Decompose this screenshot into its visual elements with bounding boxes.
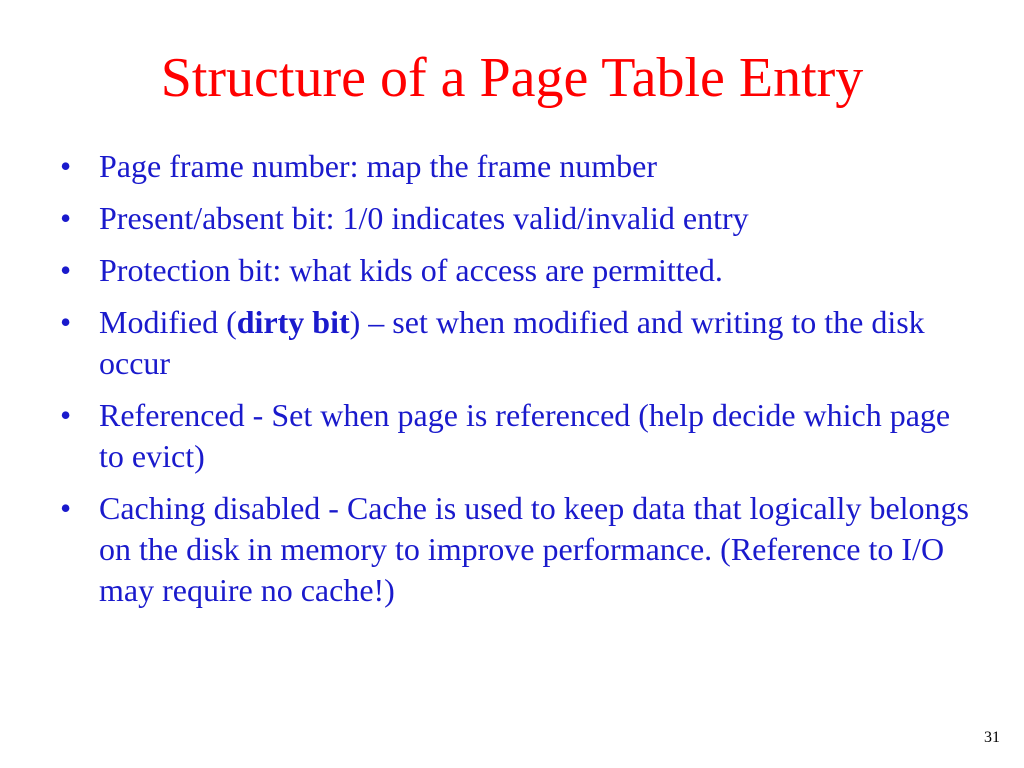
bullet-text bbox=[99, 200, 749, 236]
bullet-item bbox=[60, 198, 980, 239]
bullet-text-segment: Referenced - Set when page is referenced (help decide which page to evict) bbox=[99, 397, 951, 474]
bullet-text-segment: Page frame number: map the frame number bbox=[99, 148, 657, 184]
bullet-item bbox=[60, 146, 980, 187]
bullet-dot: • bbox=[60, 490, 72, 526]
bullet-item bbox=[60, 250, 980, 291]
bullet-item bbox=[60, 395, 980, 477]
bullet-item bbox=[60, 488, 980, 611]
bullet-text bbox=[99, 252, 723, 288]
bullet-text bbox=[99, 397, 950, 474]
bullet-dot: • bbox=[60, 252, 72, 288]
bullet-text bbox=[99, 490, 969, 608]
bullet-dot: • bbox=[60, 200, 72, 236]
bullet-list bbox=[60, 146, 980, 622]
bullet-text-segment: Protection bit: what kids of access are permitted. bbox=[99, 252, 723, 288]
bullet-text-segment: Caching disabled - Cache is used to keep data that logically belongs on the disk in memory to improve performance. (Reference to I/O may require no cache!) bbox=[99, 490, 969, 608]
bullet-dot: • bbox=[60, 148, 72, 184]
page-number: 31 bbox=[984, 729, 1000, 746]
slide-title: Structure of a Page Table Entry bbox=[160, 47, 864, 109]
bullet-text bbox=[99, 304, 925, 381]
bullet-item bbox=[60, 302, 980, 384]
bullet-text-segment: ) – set when modified and writing to the disk occur bbox=[99, 304, 925, 381]
bullet-dot: • bbox=[60, 397, 72, 433]
bullet-text-bold: dirty bit bbox=[236, 304, 350, 340]
bullet-text bbox=[99, 148, 657, 184]
bullet-text-segment: Present/absent bit: 1/0 indicates valid/invalid entry bbox=[99, 200, 749, 236]
bullet-text-segment: Modified ( bbox=[99, 304, 237, 340]
bullet-dot: • bbox=[60, 304, 72, 340]
